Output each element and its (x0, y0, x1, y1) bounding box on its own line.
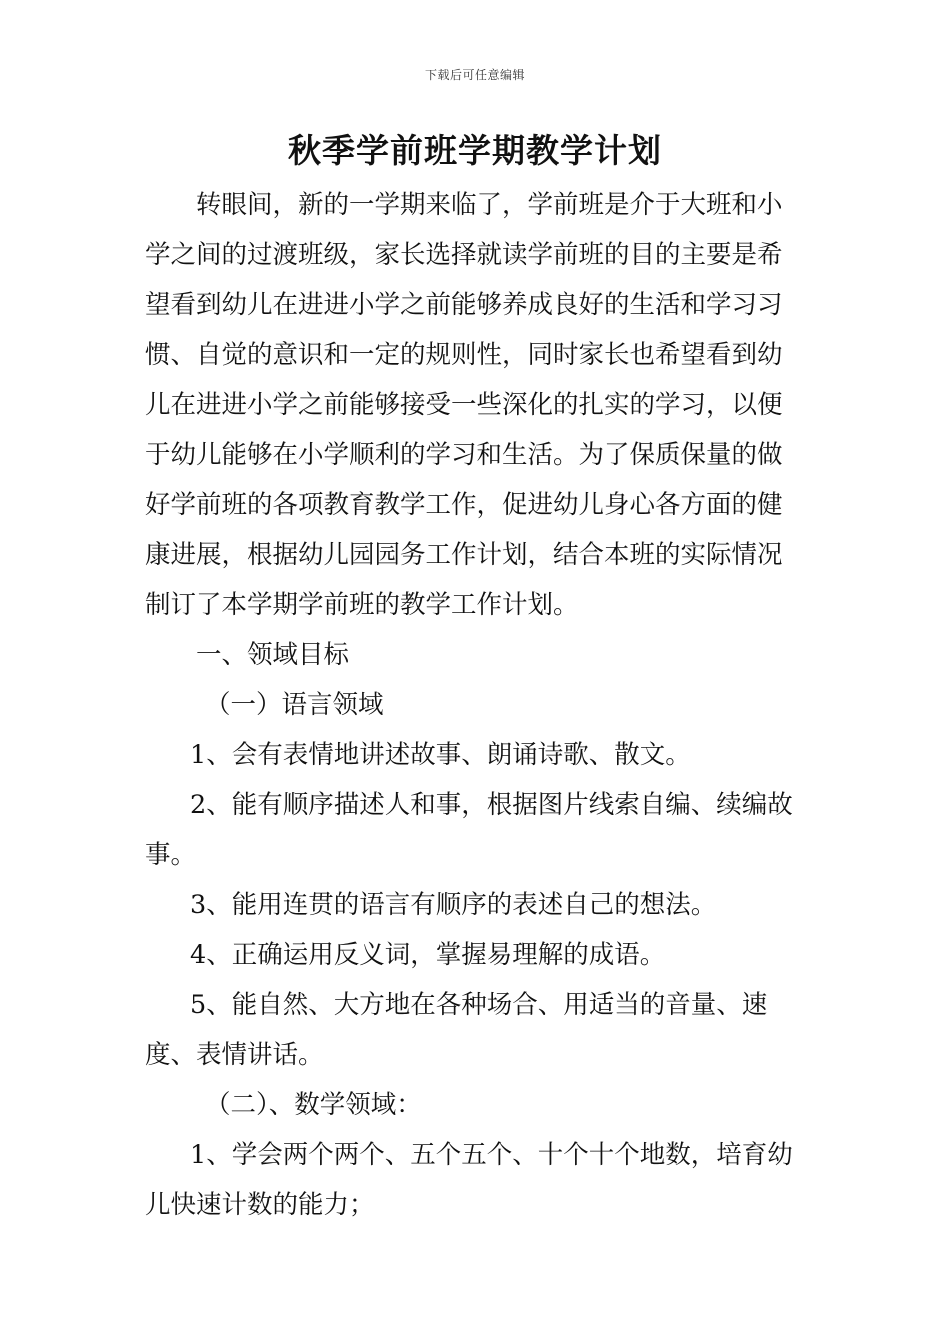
document-body (145, 180, 807, 1230)
list-item: 4、正确运用反义词，掌握易理解的成语。 (190, 940, 666, 970)
subsection-heading-math: （二）、数学领域： (205, 1090, 422, 1120)
list-item: 5、能自然、大方地在各种场合、用适当的音量、速度、表情讲话。 (145, 990, 768, 1070)
intro-paragraph: 转眼间，新的一学期来临了，学前班是介于大班和小学之间的过渡班级，家长选择就读学前班的目的主要是希望看到幼儿在进进小学之前能够养成良好的生活和学习习惯、自觉的意识和一定的规则性，同时家长也希望看到幼儿在进进小学之前能够接受一些深化的扎实的学习，以便于幼儿能够在小学顺利的学习和生活。为了保质保量的做好学前班的各项教育教学工作，促进幼儿身心各方面的健康进展，根据幼儿园园务工作计划，结合本班的实际情况制订了本学期学前班的教学工作计划。 (145, 190, 783, 620)
list-item: 3、能用连贯的语言有顺序的表述自己的想法。 (190, 890, 717, 920)
list-item: 1、会有表情地讲述故事、朗诵诗歌、散文。 (190, 740, 691, 770)
subsection-heading-language: （一）语言领域 (205, 690, 384, 720)
list-item: 2、能有顺序描述人和事，根据图片线索自编、续编故事。 (145, 790, 793, 870)
section-heading: 一、领域目标 (196, 640, 350, 670)
document-title: 秋季学前班学期教学计划 (288, 131, 662, 170)
header-note: 下载后可任意编辑 (424, 68, 525, 82)
list-item: 1、学会两个两个、五个五个、十个十个地数，培育幼儿快速计数的能力； (145, 1140, 793, 1220)
